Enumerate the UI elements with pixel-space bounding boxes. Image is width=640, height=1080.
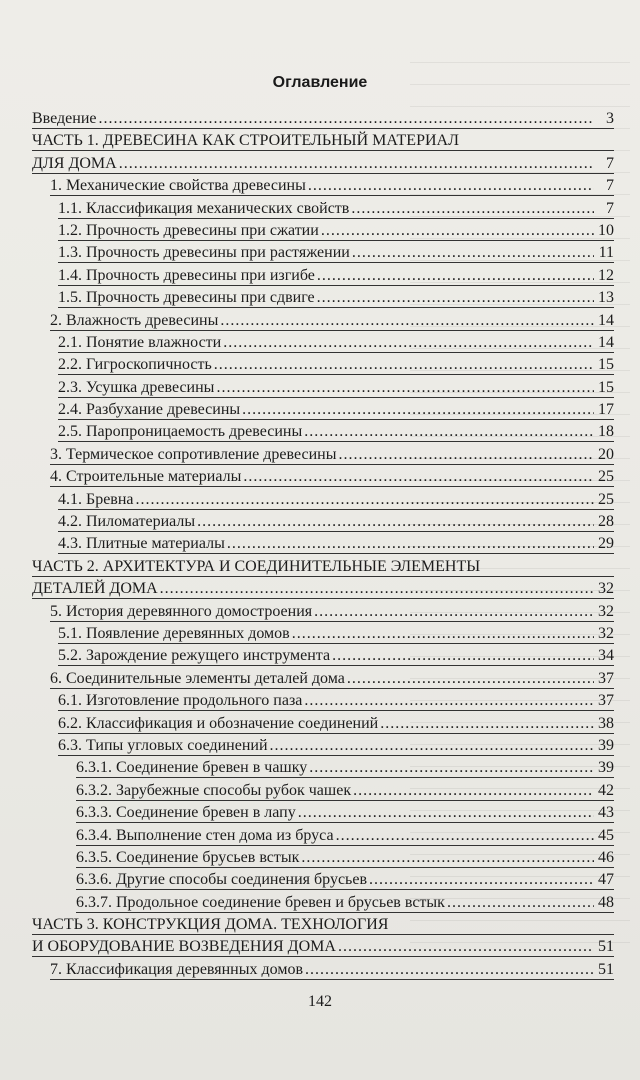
toc-entry-title: 6.2. Классификация и обозначение соединений — [58, 714, 379, 732]
toc-entry-title: 3. Термическое сопротивление древесины — [50, 445, 337, 463]
toc-entry-title: 6.3.2. Зарубежные способы рубок чашек — [76, 781, 352, 799]
toc-entry-title: 4. Строительные материалы — [50, 468, 242, 486]
toc-entry-title: 2.4. Разбухание древесины — [58, 401, 241, 419]
toc-entry — [32, 332, 614, 354]
page-number: 142 — [308, 993, 332, 1010]
toc-entry-title: 1.4. Прочность древесины при изгибе — [58, 266, 315, 284]
toc-entry — [32, 108, 614, 130]
toc-entry-page: 51 — [598, 938, 614, 956]
table-rule — [32, 150, 614, 151]
table-rule — [58, 710, 614, 711]
toc-entry-page: 47 — [598, 871, 614, 889]
toc-entry-title: 1.3. Прочность древесины при растяжении — [58, 244, 350, 262]
toc-entry-title: 1. Механические свойства древесины — [50, 177, 306, 195]
toc-entry — [32, 466, 614, 488]
toc-entry-page: 28 — [598, 513, 614, 531]
toc-entry — [32, 444, 614, 466]
table-rule — [32, 576, 614, 577]
page-title: Оглавление — [272, 74, 368, 91]
toc-entry-title: 7. Классификация деревянных домов — [50, 960, 304, 978]
toc-entry-title: 2.5. Паропроницаемость древесины — [58, 423, 303, 441]
toc-entry — [32, 578, 614, 600]
toc-entry-title: 4.1. Бревна — [58, 490, 134, 508]
toc-entry — [32, 242, 614, 264]
toc-entry — [32, 511, 614, 533]
toc-entry — [32, 869, 614, 891]
table-rule — [32, 173, 614, 174]
toc-entry-title: 6.3.6. Другие способы соединения брусьев — [76, 871, 368, 889]
table-rule — [76, 777, 614, 778]
toc-entry — [32, 556, 614, 578]
toc-entry-title: ДЕТАЛЕЙ ДОМА — [32, 580, 158, 598]
toc-entry-page: 15 — [598, 356, 614, 374]
table-rule — [58, 733, 614, 734]
toc-entry — [32, 892, 614, 914]
toc-entry-page: 13 — [598, 289, 614, 307]
toc-entry — [32, 153, 614, 175]
table-rule — [76, 912, 614, 913]
table-rule — [50, 979, 614, 980]
toc-entry-page: 37 — [598, 669, 614, 687]
toc-entry-page: 18 — [598, 423, 614, 441]
table-rule — [58, 643, 614, 644]
toc-entry-title: 1.5. Прочность древесины при сдвиге — [58, 289, 315, 307]
toc-entry-title: 4.2. Пиломатериалы — [58, 513, 196, 531]
toc-entry-title: ЧАСТЬ 2. АРХИТЕКТУРА И СОЕДИНИТЕЛЬНЫЕ ЭЛЕМЕНТЫ — [32, 557, 481, 575]
table-rule — [32, 598, 614, 599]
toc-entry — [32, 757, 614, 779]
toc-entry-title: 4.3. Плитные материалы — [58, 535, 225, 553]
table-of-contents — [32, 108, 614, 981]
table-rule — [50, 330, 614, 331]
toc-entry-page: 7 — [606, 199, 614, 217]
toc-entry-title: 6.1. Изготовление продольного паза — [58, 692, 303, 710]
toc-entry-page: 43 — [598, 804, 614, 822]
toc-entry-page: 45 — [598, 826, 614, 844]
toc-entry — [32, 780, 614, 802]
table-rule — [50, 486, 614, 487]
table-rule — [76, 867, 614, 868]
table-rule — [58, 262, 614, 263]
toc-entry — [32, 690, 614, 712]
toc-entry-title: 5.1. Появление деревянных домов — [58, 624, 290, 642]
toc-entry-title: 1.2. Прочность древесины при сжатии — [58, 221, 319, 239]
toc-entry-page: 42 — [598, 781, 614, 799]
toc-entry — [32, 668, 614, 690]
table-rule — [76, 889, 614, 890]
toc-entry-title: Введение — [32, 110, 97, 127]
table-rule — [58, 665, 614, 666]
table-rule — [58, 218, 614, 219]
toc-entry-page: 32 — [598, 602, 614, 620]
toc-entry — [32, 399, 614, 421]
toc-entry-page: 17 — [598, 401, 614, 419]
toc-entry-page: 39 — [598, 736, 614, 754]
table-rule — [58, 419, 614, 420]
toc-entry-page: 20 — [598, 445, 614, 463]
toc-entry-page: 7 — [606, 154, 614, 172]
toc-entry-page: 29 — [598, 535, 614, 553]
table-rule — [58, 374, 614, 375]
table-rule — [32, 956, 614, 957]
toc-entry-title: И ОБОРУДОВАНИЕ ВОЗВЕДЕНИЯ ДОМА — [32, 938, 336, 956]
toc-entry-title: ЧАСТЬ 1. ДРЕВЕСИНА КАК СТРОИТЕЛЬНЫЙ МАТЕРИАЛ — [32, 132, 459, 150]
toc-entry-page: 15 — [598, 378, 614, 396]
table-rule — [58, 441, 614, 442]
toc-entry-title: 6.3.7. Продольное соединение бревен и брусьев встык — [76, 893, 445, 911]
toc-entry-page: 32 — [598, 624, 614, 642]
toc-entry-page: 10 — [598, 221, 614, 239]
toc-entry-page: 3 — [606, 110, 614, 127]
table-rule — [58, 352, 614, 353]
toc-entry-title: 2. Влажность древесины — [50, 311, 219, 329]
toc-entry — [32, 847, 614, 869]
table-rule — [76, 845, 614, 846]
toc-entry-page: 39 — [598, 759, 614, 777]
toc-entry-title: ЧАСТЬ 3. КОНСТРУКЦИЯ ДОМА. ТЕХНОЛОГИЯ — [32, 916, 389, 934]
toc-entry — [32, 287, 614, 309]
toc-entry-title: 1.1. Классификация механических свойств — [58, 199, 350, 217]
toc-entry-title: 5.2. Зарождение режущего инструмента — [58, 647, 331, 665]
toc-entry-page: 14 — [598, 311, 614, 329]
toc-entry-page: 48 — [598, 893, 614, 911]
toc-entry — [32, 623, 614, 645]
toc-entry — [32, 310, 614, 332]
table-rule — [76, 800, 614, 801]
toc-entry-page: 7 — [606, 177, 614, 195]
toc-entry-title: 6.3.3. Соединение бревен в лапу — [76, 804, 296, 822]
toc-entry-page: 51 — [598, 960, 614, 978]
table-rule — [58, 531, 614, 532]
table-rule — [58, 755, 614, 756]
toc-entry — [32, 198, 614, 220]
toc-entry — [32, 959, 614, 981]
toc-entry — [32, 489, 614, 511]
table-rule — [58, 240, 614, 241]
toc-entry — [32, 914, 614, 936]
table-rule — [58, 285, 614, 286]
toc-entry-page: 38 — [598, 714, 614, 732]
table-rule — [50, 688, 614, 689]
toc-entry — [32, 825, 614, 847]
toc-entry — [32, 175, 614, 197]
table-rule — [50, 621, 614, 622]
toc-entry — [32, 130, 614, 152]
table-rule — [58, 553, 614, 554]
toc-entry — [32, 220, 614, 242]
toc-entry-page: 14 — [598, 333, 614, 351]
table-rule — [50, 195, 614, 196]
toc-entry-title: 5. История деревянного домостроения — [50, 602, 313, 620]
toc-entry — [32, 936, 614, 958]
table-rule — [76, 822, 614, 823]
toc-entry — [32, 601, 614, 623]
toc-entry-page: 12 — [598, 266, 614, 284]
toc-entry-title: 2.3. Усушка древесины — [58, 378, 215, 396]
toc-entry-title: 2.2. Гигроскопичность — [58, 356, 212, 374]
toc-entry-page: 25 — [598, 468, 614, 486]
toc-entry-title: 6.3. Типы угловых соединений — [58, 736, 268, 754]
toc-entry — [32, 802, 614, 824]
toc-entry — [32, 421, 614, 443]
toc-entry-title: 6.3.4. Выполнение стен дома из бруса — [76, 826, 334, 844]
toc-entry — [32, 354, 614, 376]
toc-entry-title: 2.1. Понятие влажности — [58, 333, 222, 351]
toc-entry-title: ДЛЯ ДОМА — [32, 154, 117, 172]
toc-entry — [32, 533, 614, 555]
toc-entry-title: 6. Соединительные элементы деталей дома — [50, 669, 345, 687]
table-rule — [58, 307, 614, 308]
table-rule — [50, 464, 614, 465]
table-rule — [32, 128, 614, 129]
table-rule — [58, 397, 614, 398]
toc-entry-title: 6.3.1. Соединение бревен в чашку — [76, 759, 308, 777]
toc-entry-title: 6.3.5. Соединение брусьев встык — [76, 848, 300, 866]
toc-entry-page: 46 — [598, 848, 614, 866]
toc-entry — [32, 735, 614, 757]
toc-entry-page: 34 — [598, 647, 614, 665]
table-rule — [58, 509, 614, 510]
toc-entry-page: 25 — [598, 490, 614, 508]
toc-entry-page: 11 — [598, 244, 614, 262]
toc-entry — [32, 713, 614, 735]
toc-entry — [32, 645, 614, 667]
toc-entry-page: 32 — [598, 580, 614, 598]
toc-entry-page: 37 — [598, 692, 614, 710]
toc-entry — [32, 377, 614, 399]
toc-entry — [32, 265, 614, 287]
table-rule — [32, 934, 614, 935]
